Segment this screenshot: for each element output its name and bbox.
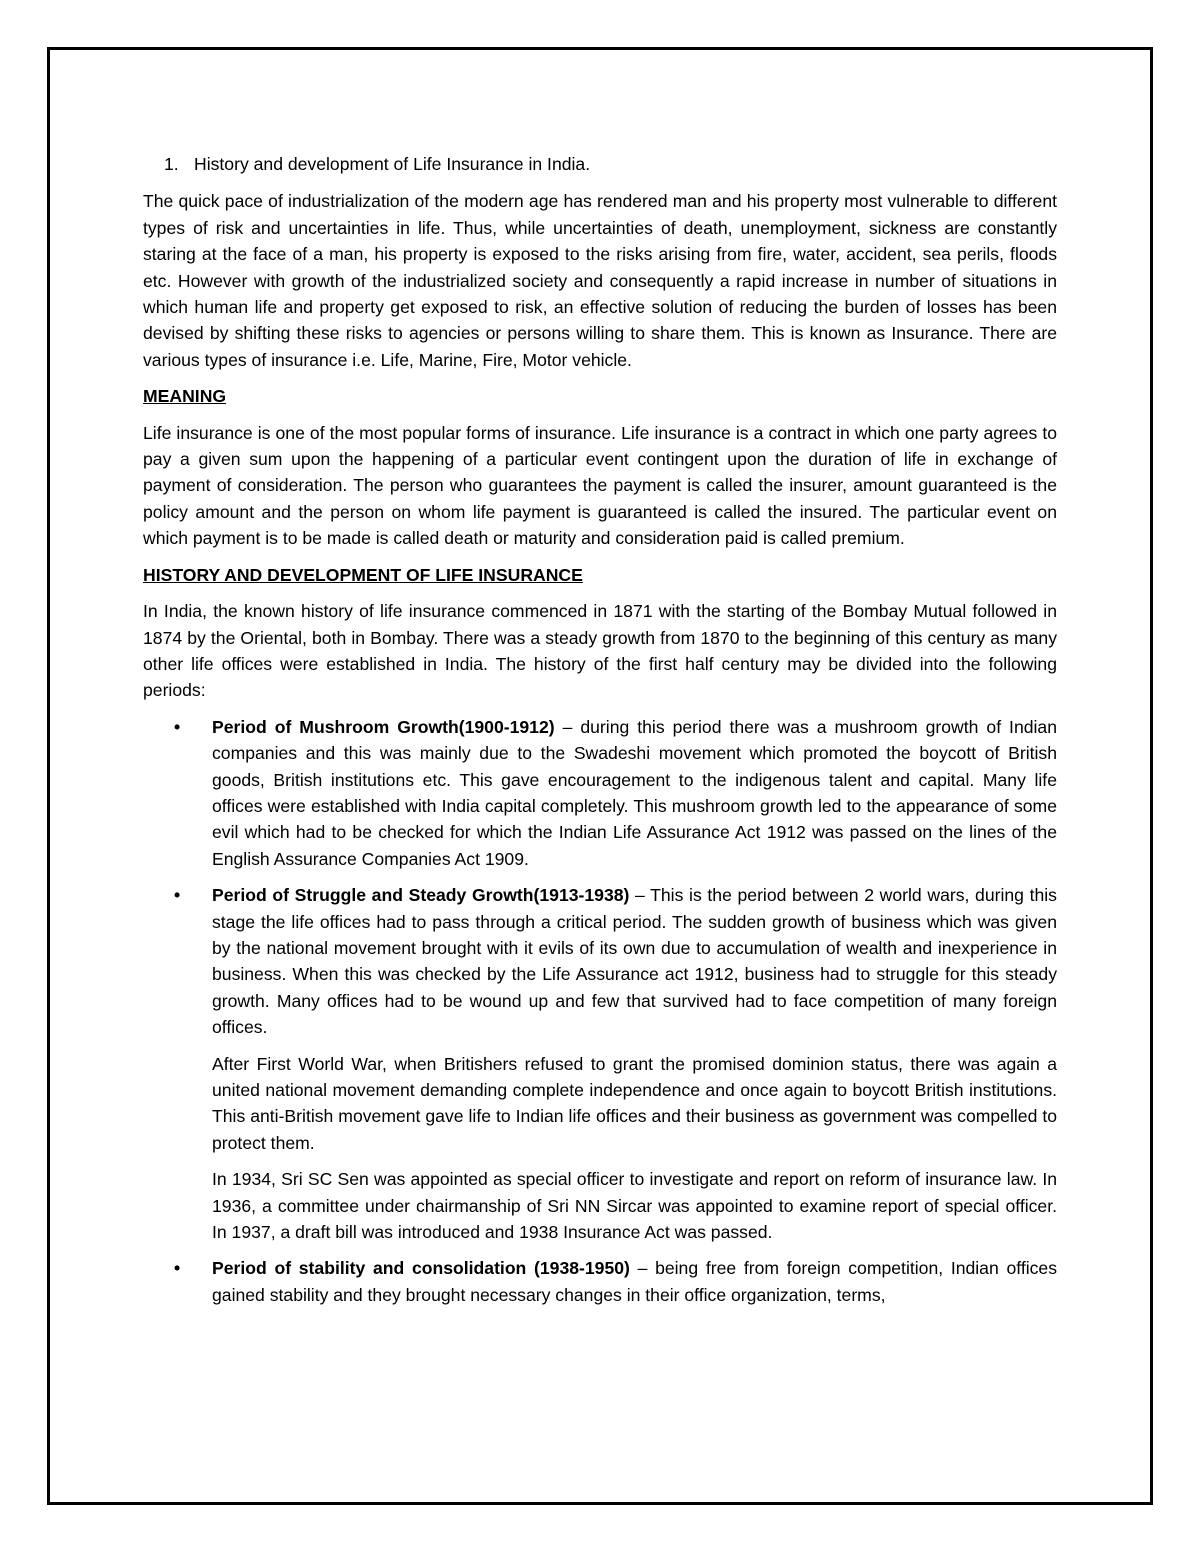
bullet-icon: • <box>174 716 181 737</box>
document-heading <box>143 151 1057 177</box>
period-paragraph <box>212 1255 1057 1308</box>
list-item <box>143 1255 1057 1308</box>
period-text: – This is the period between 2 world wars, during this stage the life offices had to pass through a critical period. The sudden growth of business which was given by the national movement brought with it evils of its own due to accumulation of wealth and inexperience in business. When this was checked by the Life Assurance act 1912, business had to struggle for this steady growth. Many offices had to be wound up and few that survived had to face competition of many foreign offices. <box>212 885 1057 1038</box>
period-title: Period of Mushroom Growth(1900-1912) <box>212 716 555 737</box>
period-text: – during this period there was a mushroom growth of Indian companies and this was mainly due to the Swadeshi movement which promoted the boycott of British goods, British institutions etc. This gave encouragement to the indigenous talent and capital. Many life offices were established with India capital completely. This mushroom growth led to the appearance of some evil which had to be checked for which the Indian Life Assurance Act 1912 was passed on the lines of the English Assurance Companies Act 1909. <box>212 716 1057 869</box>
period-title: Period of stability and consolidation (1938-1950) <box>212 1258 630 1279</box>
bullet-icon: • <box>174 885 181 906</box>
document-body <box>143 151 1057 1318</box>
heading-number: 1. <box>164 154 179 174</box>
meaning-heading: MEANING <box>143 386 227 407</box>
period-paragraph <box>212 714 1057 872</box>
period-title: Period of Struggle and Steady Growth(1913-1938) <box>212 885 630 906</box>
history-heading: HISTORY AND DEVELOPMENT OF LIFE INSURANCE <box>143 564 583 585</box>
periods-list <box>143 714 1057 1309</box>
meaning-paragraph: Life insurance is one of the most popular forms of insurance. Life insurance is a contract in which one party agrees to pay a given sum upon the happening of a particular event contingent upon the duration of life in exchange of payment of consideration. The person who guarantees the payment is called the insurer, amount guaranteed is the policy amount and the person on whom life payment is guaranteed is called the insured. The particular event on which payment is to be made is called death or maturity and consideration paid is called premium. <box>143 422 1057 549</box>
bullet-icon: • <box>174 1258 181 1279</box>
period-extra-paragraph: After First World War, when Britishers refused to grant the promised dominion status, there was again a united national movement demanding complete independence and once again to boycott British institutions. This anti-British movement gave life to Indian life offices and their business as government was compelled to protect them. <box>212 1053 1057 1153</box>
list-item <box>143 714 1057 872</box>
history-paragraph: In India, the known history of life insurance commenced in 1871 with the starting of the Bombay Mutual followed in 1874 by the Oriental, both in Bombay. There was a steady growth from 1870 to the beginning of this century as many other life offices were established in India. The history of the first half century may be divided into the following periods: <box>143 601 1057 701</box>
period-text: – being free from foreign competition, Indian offices gained stability and they brought necessary changes in their office organization, terms, <box>212 1258 1057 1305</box>
heading-text: History and development of Life Insurance in India. <box>194 154 591 174</box>
period-extra-paragraph: In 1934, Sri SC Sen was appointed as special officer to investigate and report on reform of insurance law. In 1936, a committee under chairmanship of Sri NN Sircar was appointed to examine report of special officer. In 1937, a draft bill was introduced and 1938 Insurance Act was passed. <box>212 1169 1057 1243</box>
intro-paragraph: The quick pace of industrialization of the modern age has rendered man and his property most vulnerable to different types of risk and uncertainties in life. Thus, while uncertainties of death, unemployment, sickness are constantly staring at the face of a man, his property is exposed to the risks arising from fire, water, accident, sea perils, floods etc. However with growth of the industrialized society and consequently a rapid increase in number of situations in which human life and property get exposed to risk, an effective solution of reducing the burden of losses has been devised by shifting these risks to agencies or persons willing to share them. This is known as Insurance. There are various types of insurance i.e. Life, Marine, Fire, Motor vehicle. <box>143 191 1057 370</box>
period-paragraph <box>212 882 1057 1040</box>
list-item <box>143 882 1057 1245</box>
